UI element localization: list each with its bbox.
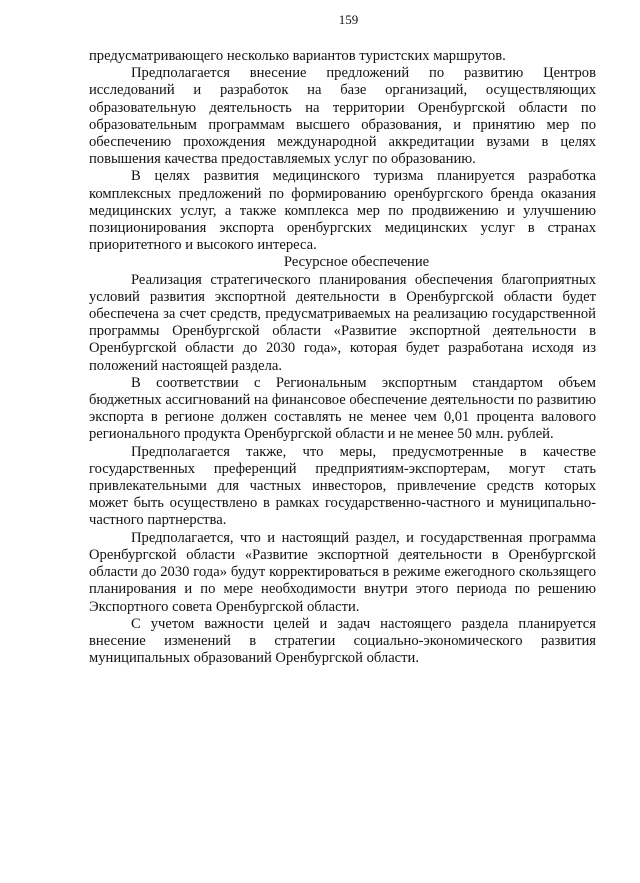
paragraph-medical-tourism: В целях развития медицинского туризма планируется разработка комплексных предложений по формированию оренбургского бренда оказания медицинских услуг, а также комплекса мер по продвижению и улучшению позиционирования экспорта оренбургских медицинских услуг в странах приоритетного и высокого интереса. <box>89 168 596 254</box>
paragraph-research-centers: Предполагается внесение предложений по развитию Центров исследований и разработок на базе организаций, осуществляющих образовательную деятельность на территории Оренбургской области по образовательным программам высшего образования, и принятию мер по обеспечению прохождения международной аккредитации вузами в целях повышения качества предоставляемых услуг по образованию. <box>89 65 596 168</box>
paragraph-municipal-strategies: С учетом важности целей и задач настоящего раздела планируется внесение изменений в стратегии социально-экономического развития муниципальных образований Оренбургской области. <box>89 615 596 667</box>
paragraph-strategic-planning: Реализация стратегического планирования обеспечения благоприятных условий развития экспортной деятельности в Оренбургской области будет обеспечена за счет средств, предусматриваемых на реализацию государственной программы Оренбургской области «Развитие экспортной деятельности в Оренбургской области до 2030 года», которая будет разработана исходя из положений настоящей раздела. <box>89 271 596 374</box>
paragraph-continuation: предусматривающего несколько вариантов туристских маршрутов. <box>89 48 506 64</box>
document-page <box>89 12 596 667</box>
page-number: 159 <box>338 12 359 27</box>
paragraph-budget-allocations: В соответствии с Региональным экспортным стандартом объем бюджетных ассигнований на финансовое обеспечение деятельности по развитию экспорта в регионе должен составлять не менее чем 0,01 процента валового регионального продукта Оренбургской области и не менее 50 млн. рублей. <box>89 374 596 443</box>
paragraph-private-investors: Предполагается также, что меры, предусмотренные в качестве государственных преференций предприятиям-экспортерам, могут стать привлекательными для частных инвесторов, привлечение средств которых может быть осуществлено в рамках государственно-частного и муниципально-частного партнерства. <box>89 443 596 529</box>
section-heading: Ресурсное обеспечение <box>283 254 430 271</box>
paragraph-program-adjustment: Предполагается, что и настоящий раздел, и государственная программа Оренбургской области «Развитие экспортной деятельности в Оренбургской области до 2030 года» будут корректироваться в режиме ежегодного скользящего планирования и по мере необходимости внутри этого периода по решению Экспортного совета Оренбургской области. <box>89 529 596 615</box>
